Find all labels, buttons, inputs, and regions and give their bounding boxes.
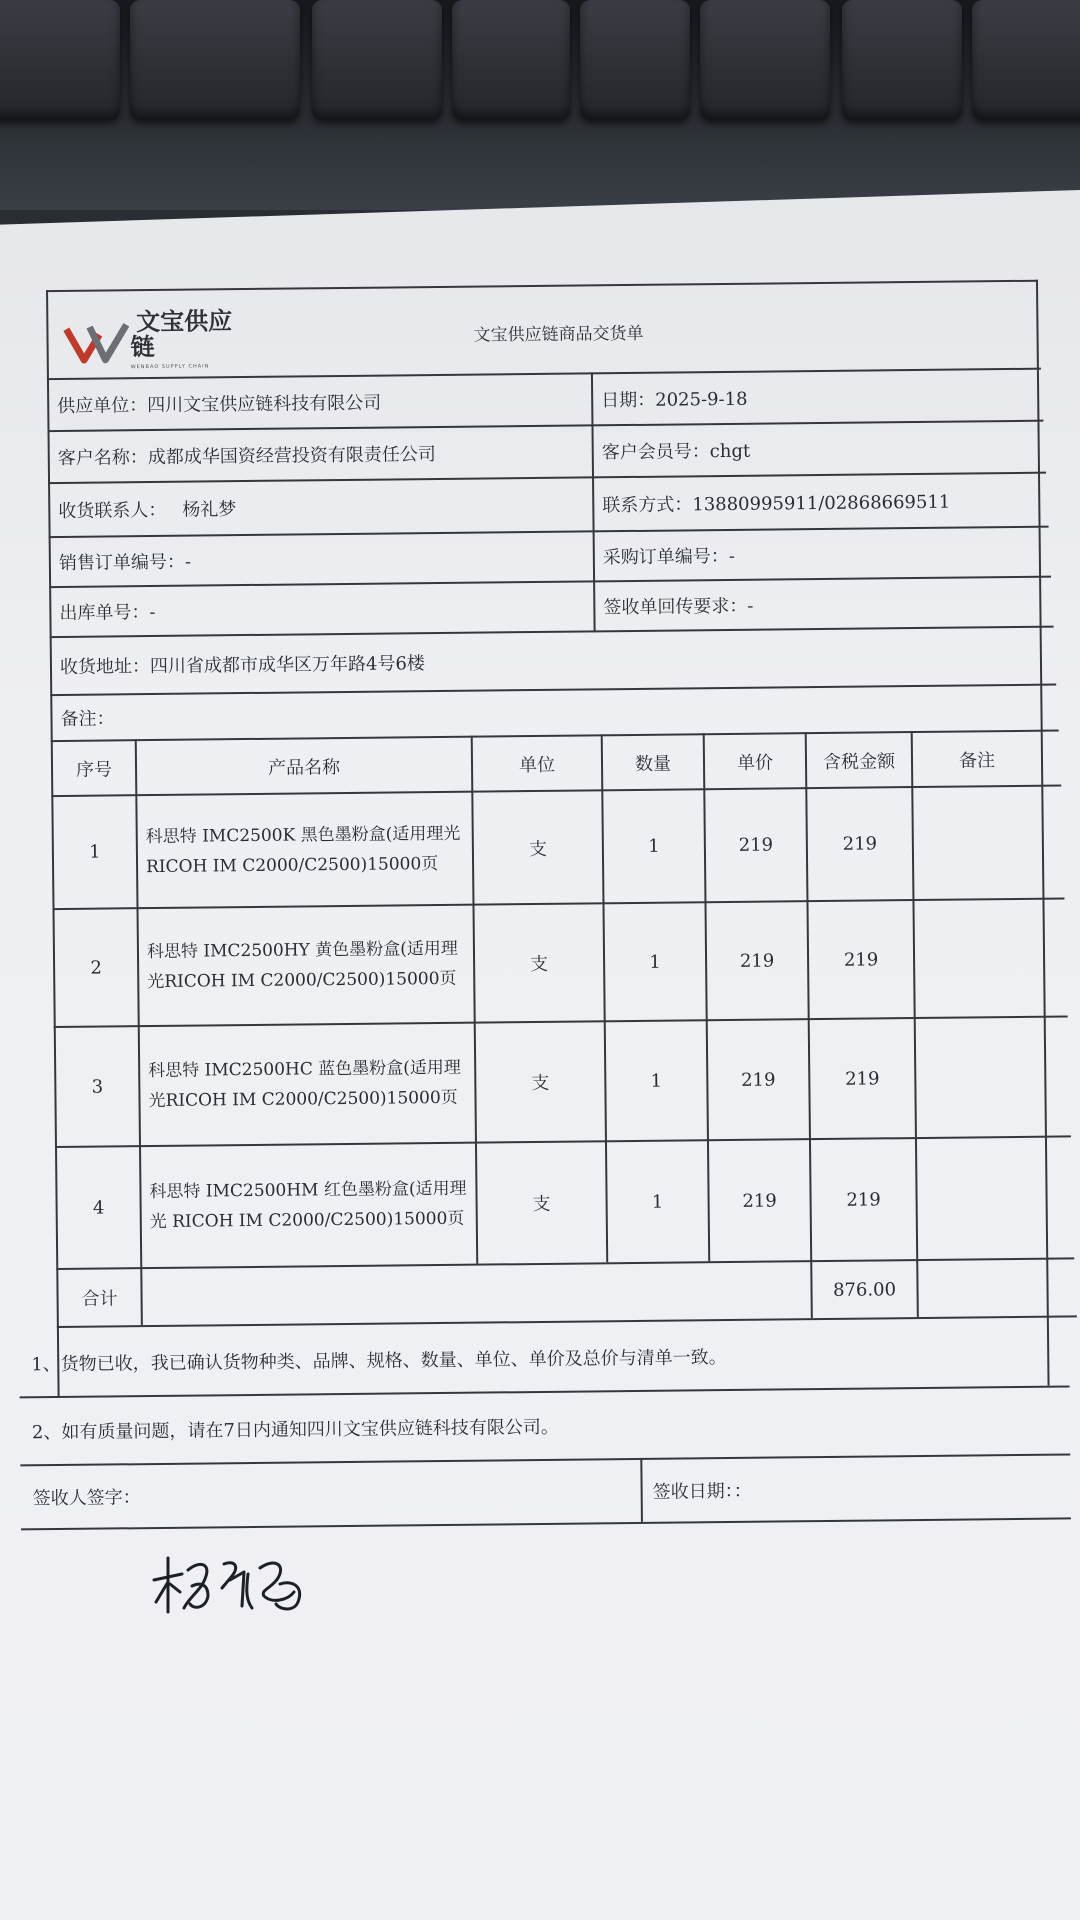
keyboard-key [580, 0, 690, 120]
row-unit: 支 [532, 1193, 551, 1216]
row-unit: 支 [530, 953, 549, 976]
keyboard-key [312, 0, 442, 120]
col-header-qty: 数量 [634, 753, 672, 775]
outbound-number-field: 出库单号：- [59, 601, 156, 624]
member-number-field: 客户会员号：chgt [601, 440, 751, 464]
grid-line [640, 1458, 643, 1522]
col-header-no: 序号 [75, 758, 113, 781]
form-title: 文宝供应链商品交货单 [473, 323, 644, 346]
note-confirmation: 1、货物已收，我已确认货物种类、品牌、规格、数量、单位、单价及总价与清单一致。 [31, 1347, 727, 1376]
col-header-product: 产品名称 [267, 756, 341, 779]
supplier-field: 供应单位：四川文宝供应链科技有限公司 [57, 392, 382, 417]
receiver-name: 杨礼梦 [182, 499, 237, 521]
col-header-unit: 单位 [518, 754, 556, 776]
customer-field: 客户名称：成都成华国资经营投资有限责任公司 [57, 444, 436, 469]
logo-text: 文宝供应链 [130, 307, 233, 362]
logo-mark-icon [62, 314, 130, 367]
row-no: 1 [89, 841, 101, 863]
keyboard-key [972, 0, 1080, 120]
row-product-name: 科思特 IMC2500HM 红色墨粉盒(适用理光 RICOH IM C2000/C2500)15000页 [149, 1178, 467, 1233]
return-requirement-field: 签收单回传要求：- [603, 595, 754, 619]
sales-order-field: 销售订单编号：- [58, 551, 192, 574]
keyboard-background [0, 0, 1080, 210]
row-note [916, 1018, 1045, 1137]
company-logo [62, 307, 253, 371]
row-product-name: 科思特 IMC2500HY 黄色墨粉盒(适用理光RICOH IM C2000/C2500)15000页 [146, 938, 458, 993]
total-amount: 876.00 [832, 1278, 897, 1301]
row-amount: 219 [846, 1188, 881, 1211]
keyboard-key [700, 0, 830, 120]
total-label: 合计 [81, 1288, 118, 1310]
date-field: 日期：2025-9-18 [601, 388, 748, 412]
logo-subtitle: WENBAO SUPPLY CHAIN [130, 363, 210, 371]
delivery-form [8, 280, 1072, 1636]
row-qty: 1 [648, 835, 660, 857]
row-qty: 1 [650, 1070, 663, 1092]
row-price: 219 [741, 1069, 776, 1091]
row-no: 2 [90, 957, 102, 979]
remark-field: 备注： [60, 708, 115, 730]
row-price: 219 [739, 950, 775, 972]
row-no: 3 [91, 1076, 104, 1098]
signature-drawing-icon [148, 1550, 318, 1620]
row-product-name: 科思特 IMC2500K 黑色墨粉盒(适用理光RICOH IM C2000/C2500)15000页 [145, 823, 461, 877]
purchase-order-field: 采购订单编号：- [602, 545, 736, 569]
row-note [913, 787, 1042, 899]
signer-label: 签收人签字： [32, 1487, 141, 1510]
receiver-label: 收货联系人： [58, 499, 167, 522]
col-header-amount: 含税金额 [822, 750, 896, 773]
row-price: 219 [738, 834, 774, 856]
row-note [914, 900, 1043, 1017]
receiver-field [50, 478, 591, 536]
row-unit: 支 [531, 1072, 550, 1095]
row-amount: 219 [842, 833, 878, 855]
row-unit: 支 [528, 838, 548, 860]
col-header-note: 备注 [958, 749, 996, 772]
row-price: 219 [742, 1189, 777, 1212]
keyboard-key [452, 0, 570, 120]
row-no: 4 [92, 1197, 105, 1219]
note-quality: 2、如有质量问题，请在7日内通知四川文宝供应链科技有限公司。 [31, 1416, 559, 1444]
keyboard-key [842, 0, 962, 120]
col-header-price: 单价 [736, 752, 774, 774]
row-qty: 1 [649, 951, 661, 973]
keyboard-key [0, 0, 120, 120]
contact-field: 联系方式：13880995911/02868669511 [602, 491, 951, 517]
keyboard-key [130, 0, 300, 120]
row-note [917, 1138, 1046, 1259]
address-field: 收货地址：四川省成都市成华区万年路4号6楼 [59, 653, 425, 678]
row-amount: 219 [845, 1067, 880, 1090]
row-qty: 1 [651, 1191, 664, 1213]
row-product-name: 科思特 IMC2500HC 蓝色墨粉盒(适用理光RICOH IM C2000/C2500)15000页 [148, 1057, 461, 1112]
handwritten-signature [148, 1550, 318, 1620]
row-amount: 219 [843, 948, 879, 971]
sign-date-label: 签收日期：： [652, 1480, 752, 1503]
